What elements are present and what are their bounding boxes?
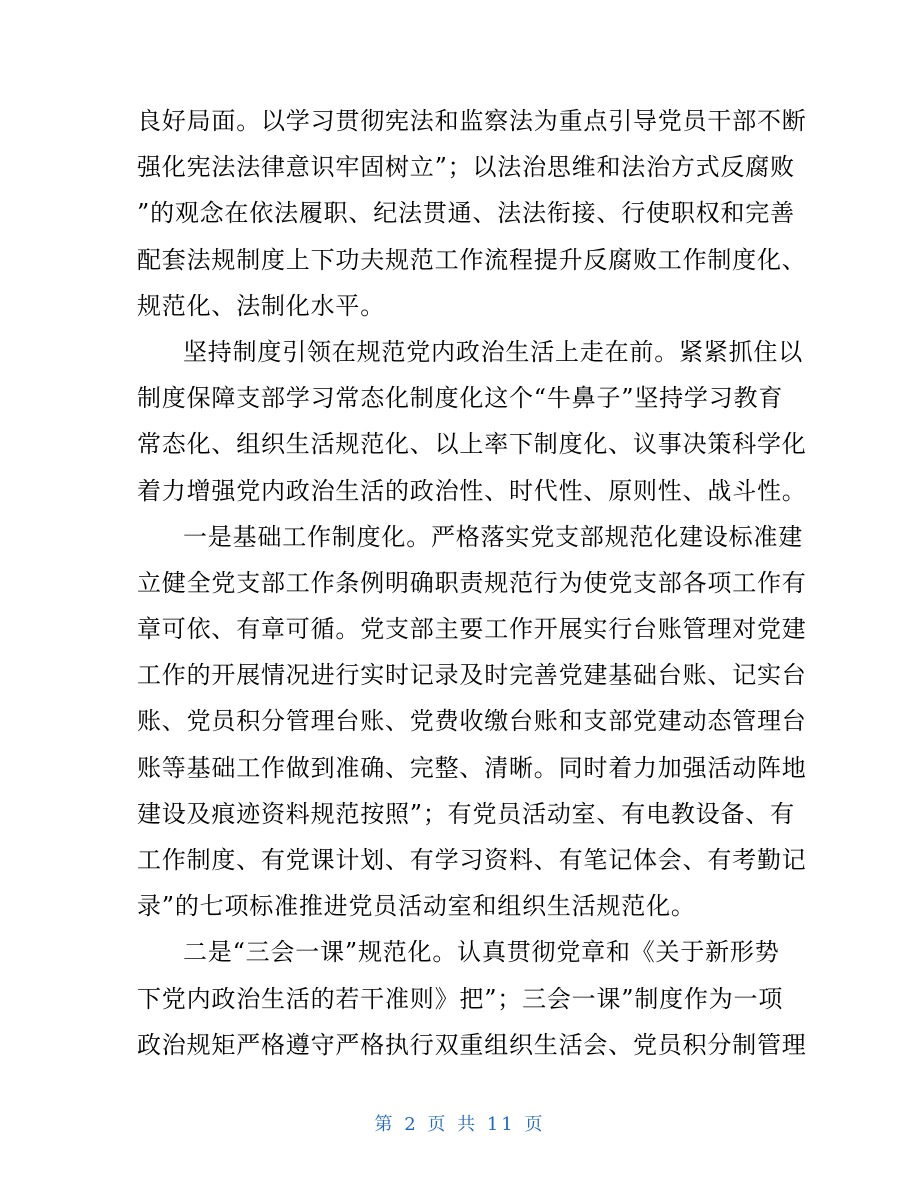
text-line: 着力增强党内政治生活的政治性、时代性、原则性、战斗性。 (137, 476, 807, 505)
text-line: ”的观念在依法履职、纪法贯通、法法衔接、行使职权和完善 (137, 199, 795, 228)
text-line: 常态化、组织生活规范化、以上率下制度化、议事决策科学化 (137, 430, 807, 459)
paragraph-start-line: 坚持制度引领在规范党内政治生活上走在前。紧紧抓住以 (183, 337, 803, 366)
text-line: 配套法规制度上下功夫规范工作流程提升反腐败工作制度化、 (137, 245, 807, 274)
text-line: 立健全党支部工作条例明确职责规范行为使党支部各项工作有 (137, 568, 807, 597)
text-line: 工作的开展情况进行实时记录及时完善党建基础台账、记实台 (137, 661, 807, 690)
text-line: 制度保障支部学习常态化制度化这个“牛鼻子”坚持学习教育 (137, 384, 784, 413)
text-line: 强化宪法法律意识牢固树立”；以法治思维和法治方式反腐败 (137, 153, 795, 182)
text-line: 账、党员积分管理台账、党费收缴台账和支部党建动态管理台 (137, 707, 807, 736)
text-line: 良好局面。以学习贯彻宪法和监察法为重点引导党员干部不断 (137, 107, 807, 135)
document-body (137, 98, 807, 1068)
text-line: 下党内政治生活的若干准则》把”；三会一课”制度作为一项 (137, 984, 784, 1013)
page-number-footer: 第 2 页 共 11 页 (374, 1114, 546, 1135)
text-line: 建设及痕迹资料规范按照”；有党员活动室、有电教设备、有 (137, 799, 795, 828)
text-line: 录”的七项标准推进党员活动室和组织生活规范化。 (137, 892, 696, 921)
text-line: 政治规矩严格遵守严格执行双重组织生活会、党员积分制管理 (137, 1030, 807, 1059)
text-line: 规范化、法制化水平。 (137, 291, 385, 320)
text-line: 章可依、有章可循。党支部主要工作开展实行台账管理对党建 (137, 615, 807, 644)
text-line: 工作制度、有党课计划、有学习资料、有笔记体会、有考勤记 (137, 846, 807, 874)
text-line: 账等基础工作做到准确、完整、清晰。同时着力加强活动阵地 (137, 753, 807, 782)
paragraph-start-line: 二是“三会一课”规范化。认真贯彻党章和《关于新形势 (183, 938, 780, 967)
paragraph-start-line: 一是基础工作制度化。严格落实党支部规范化建设标准建 (183, 522, 803, 551)
